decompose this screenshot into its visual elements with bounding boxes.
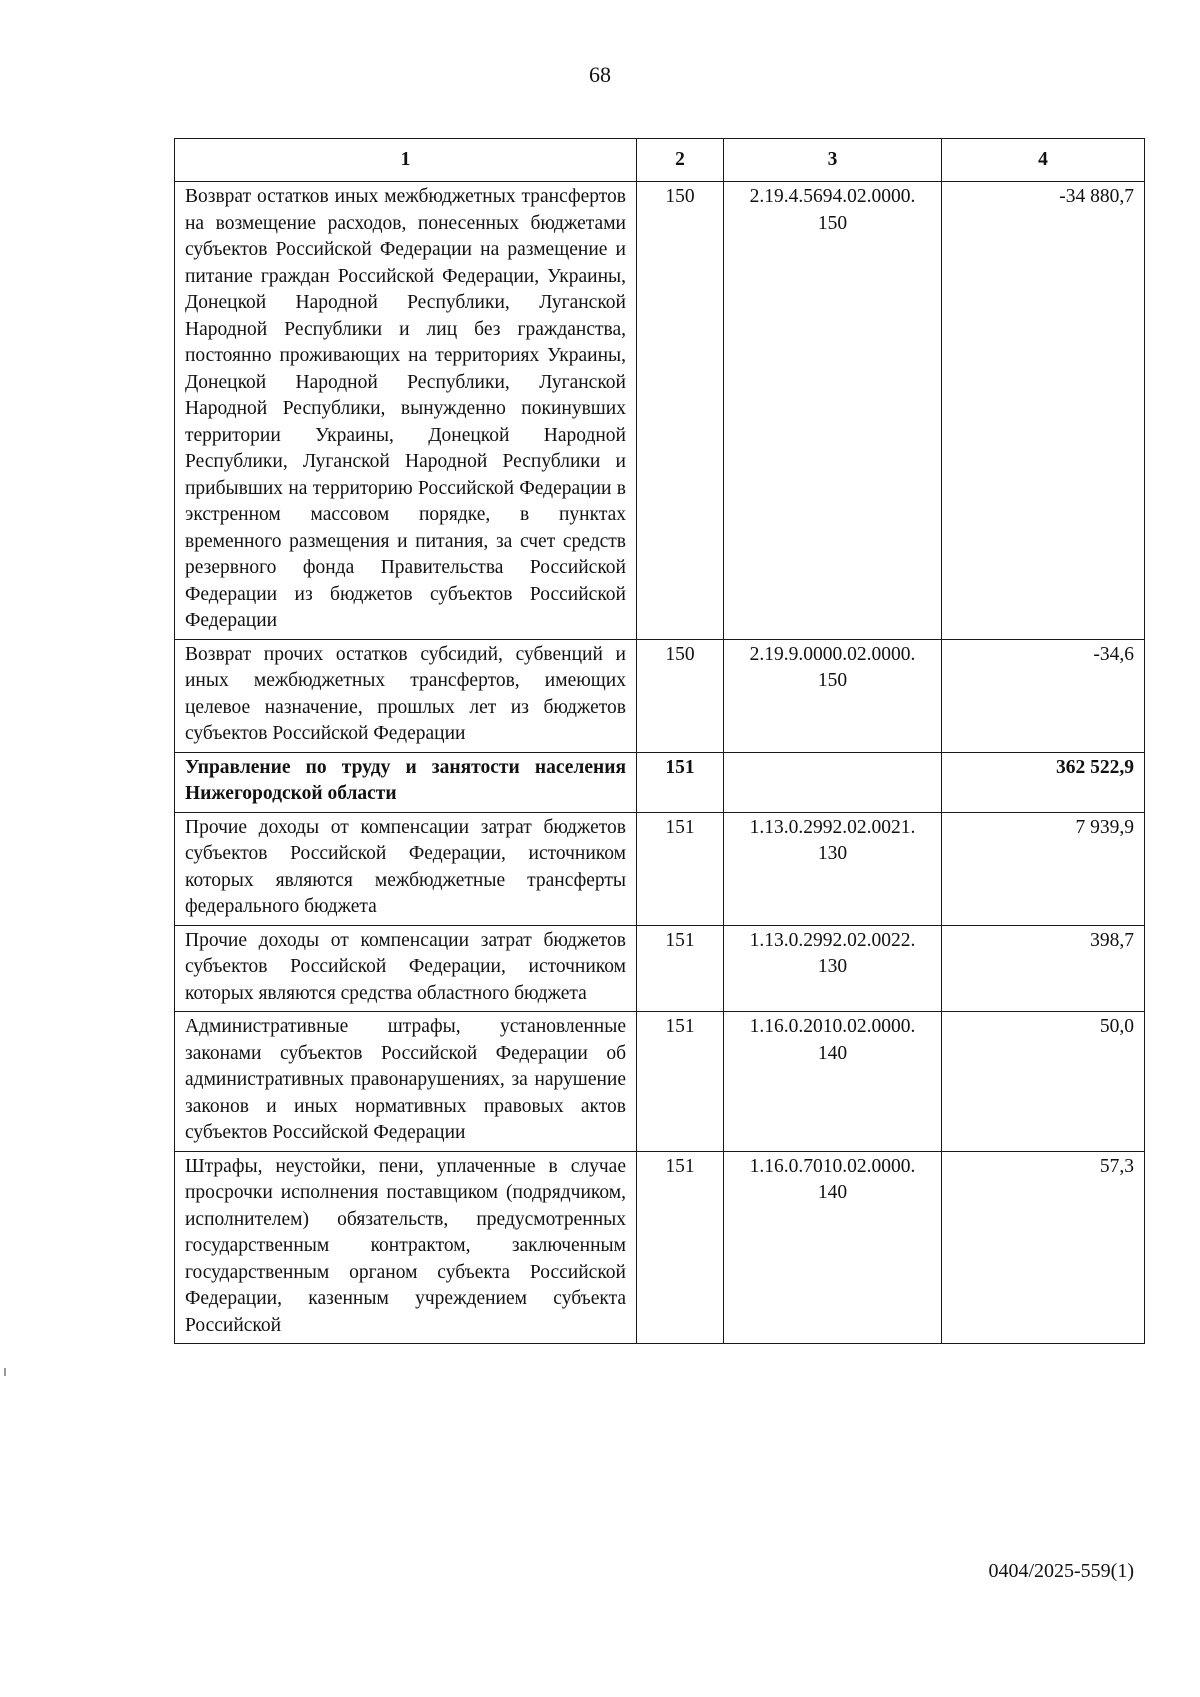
code-line-2: 130 (817, 956, 848, 977)
row-description: Возврат остатков иных межбюджетных трансфертов на возмещение расходов, понесенных бюджетами субъектов Российской Федерации на размещение и питание граждан Российской Федерации, Украины, Донецкой Народной Республики, Луганской Народной Республики и лиц без гражданства, постоянно проживающих на территориях Украины, Донецкой Народной Республики, Луганской Народной Республики, вынужденно покинувших территории Украины, Донецкой Народной Республики, Луганской Народной Республики и прибывших на территорию Российской Федерации в экстренном массовом порядке, в пунктах временного размещения и питания, за счет средств резервного фонда Правительства Российской Федерации из бюджетов субъектов Российской Федерации (175, 182, 637, 640)
column-header-4: 4 (942, 139, 1145, 182)
table-row (175, 812, 1145, 925)
row-admin-code: 151 (637, 1151, 724, 1344)
row-classification-code (724, 639, 942, 752)
row-admin-code: 151 (637, 752, 724, 812)
row-description: Административные штрафы, установленные законами субъектов Российской Федерации об административных правонарушениях, за нарушение законов и иных нормативных правовых актов субъектов Российской Федерации (175, 1012, 637, 1152)
column-header-2: 2 (637, 139, 724, 182)
code-line-2: 150 (817, 212, 848, 234)
code-line-1: 1.16.0.2010.02.0000. (749, 1016, 916, 1037)
table-row (175, 1012, 1145, 1152)
row-description: Возврат прочих остатков субсидий, субвенций и иных межбюджетных трансфертов, имеющих целевое назначение, прошлых лет из бюджетов субъектов Российской Федерации (175, 639, 637, 752)
row-admin-code: 151 (637, 812, 724, 925)
code-line-1: 1.13.0.2992.02.0022. (749, 929, 916, 951)
row-amount: 362 522,9 (942, 752, 1145, 812)
row-amount: 57,3 (942, 1151, 1145, 1344)
code-line-2: 140 (817, 1182, 848, 1203)
row-classification-code (724, 1151, 942, 1344)
table-row-section-heading (175, 752, 1145, 812)
row-admin-code: 151 (637, 925, 724, 1012)
code-line-1: 1.13.0.2992.02.0021. (749, 816, 916, 838)
row-amount: 7 939,9 (942, 812, 1145, 925)
table-row (175, 182, 1145, 640)
row-description: Прочие доходы от компенсации затрат бюджетов субъектов Российской Федерации, источником которых являются средства областного бюджета (175, 925, 637, 1012)
scan-margin-mark (4, 1368, 6, 1376)
column-header-1: 1 (175, 139, 637, 182)
row-classification-code (724, 925, 942, 1012)
table-row (175, 1151, 1145, 1344)
code-line-1: 1.16.0.7010.02.0000. (749, 1155, 916, 1177)
row-description: Прочие доходы от компенсации затрат бюджетов субъектов Российской Федерации, источником которых являются межбюджетные трансферты федерального бюджета (175, 812, 637, 925)
row-admin-code: 151 (637, 1012, 724, 1152)
revenue-table (174, 138, 1145, 1344)
column-header-3: 3 (724, 139, 942, 182)
table-row (175, 639, 1145, 752)
page-number: 68 (589, 62, 611, 87)
document-id: 0404/2025-559(1) (988, 1560, 1134, 1582)
row-description: Штрафы, неустойки, пени, уплаченные в случае просрочки исполнения поставщиком (подрядчиком, исполнителем) обязательств, предусмотренных государственным контрактом, заключенным государственным органом субъекта Российской Федерации, казенным учреждением субъекта Российской (175, 1151, 637, 1344)
code-line-2: 140 (817, 1042, 848, 1064)
row-amount: -34 880,7 (942, 182, 1145, 640)
row-amount: -34,6 (942, 639, 1145, 752)
code-line-1: 2.19.9.0000.02.0000. (749, 643, 916, 665)
row-description: Управление по труду и занятости населения Нижегородской области (175, 752, 637, 812)
row-classification-code (724, 752, 942, 812)
row-admin-code: 150 (637, 639, 724, 752)
row-classification-code (724, 812, 942, 925)
row-amount: 398,7 (942, 925, 1145, 1012)
table-header-row (175, 139, 1145, 182)
row-admin-code: 150 (637, 182, 724, 640)
row-classification-code (724, 1012, 942, 1152)
row-amount: 50,0 (942, 1012, 1145, 1152)
code-line-1: 2.19.4.5694.02.0000. (749, 186, 916, 207)
code-line-2: 150 (817, 670, 848, 691)
row-classification-code (724, 182, 942, 640)
table-row (175, 925, 1145, 1012)
code-line-2: 130 (817, 843, 848, 864)
